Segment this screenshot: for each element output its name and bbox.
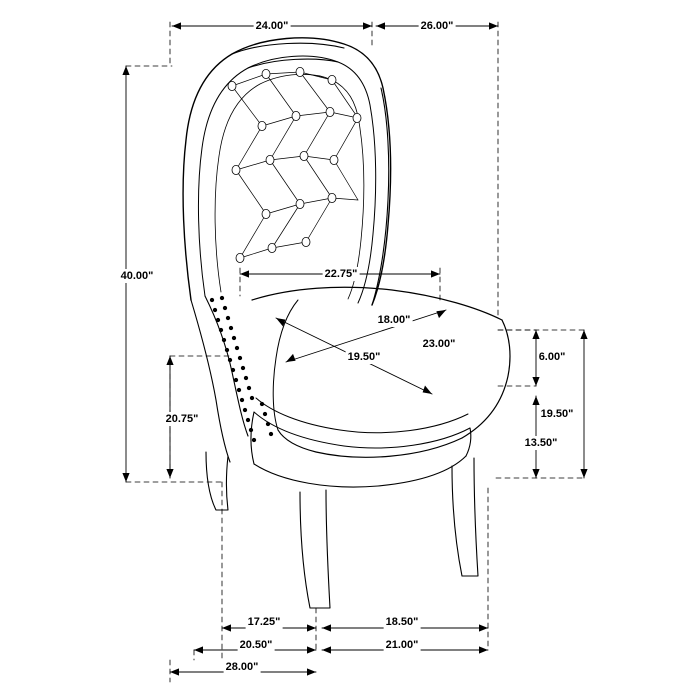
dim-seat-height-floor: 13.50" [524,437,558,449]
dim-base-width: 20.50" [239,639,273,651]
dim-seat-height-total: 19.50" [540,408,574,420]
dim-seat-cushion-height: 6.00" [538,351,566,363]
dim-back-top-width: 24.00" [255,20,289,32]
dim-overall-width: 28.00" [225,661,259,673]
dim-seat-width-inner: 18.00" [377,314,411,326]
dim-seat-depth-top: 26.00" [420,20,454,32]
dim-arm-height: 20.75" [165,413,199,425]
dim-seat-diagonal: 23.00" [422,338,456,350]
dim-seat-depth-inner: 19.50" [347,351,381,363]
dim-leg-spread-side: 18.50" [385,616,419,628]
dim-overall-height: 40.00" [120,270,154,282]
dim-leg-spread-front: 17.25" [247,616,281,628]
dim-base-depth: 21.00" [385,639,419,651]
dim-inside-back-width: 22.75" [324,268,358,280]
